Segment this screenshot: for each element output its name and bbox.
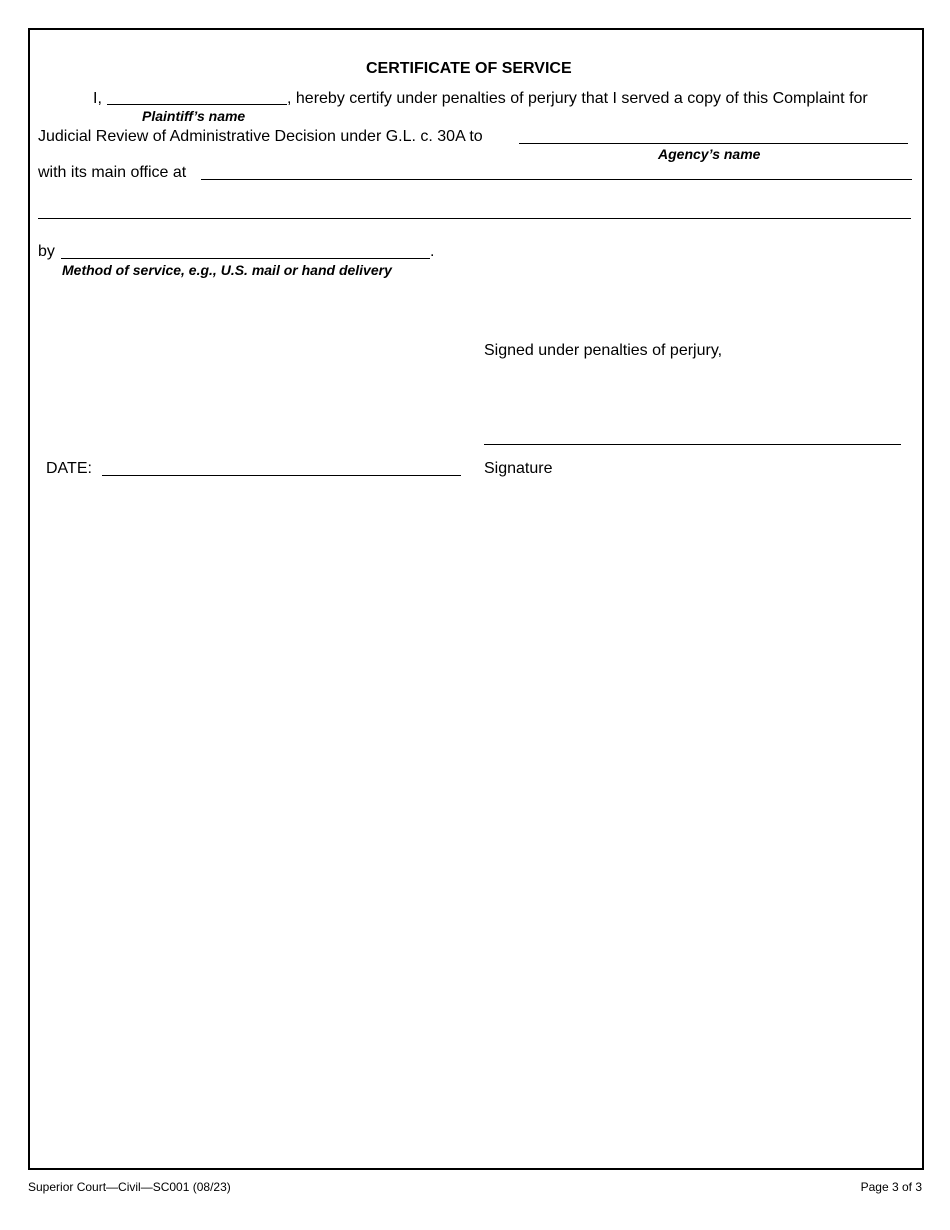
signature-label: Signature — [484, 460, 553, 477]
date-label: DATE: — [46, 460, 92, 477]
line1-text: , hereby certify under penalties of perjury that I served a copy of this Complaint for — [287, 90, 868, 107]
line1-prefix: I, — [93, 90, 102, 107]
main-office-address-field-2[interactable] — [38, 218, 911, 219]
page-border — [28, 28, 924, 1170]
line5-prefix: by — [38, 243, 55, 260]
signed-statement: Signed under penalties of perjury, — [484, 342, 723, 359]
method-of-service-caption: Method of service, e.g., U.S. mail or hand delivery — [62, 262, 392, 278]
plaintiff-name-caption: Plaintiff’s name — [142, 108, 246, 124]
date-field[interactable] — [102, 475, 461, 476]
plaintiff-name-field[interactable] — [107, 104, 287, 105]
footer-page-number: Page 3 of 3 — [860, 1180, 922, 1194]
main-office-address-field[interactable] — [201, 179, 912, 180]
method-of-service-field[interactable] — [61, 258, 430, 259]
line3-text: with its main office at — [38, 164, 187, 181]
line5-suffix: . — [430, 243, 435, 260]
document-title: CERTIFICATE OF SERVICE — [366, 60, 572, 77]
agency-name-caption: Agency’s name — [658, 146, 761, 162]
footer-form-id: Superior Court—Civil—SC001 (08/23) — [28, 1180, 231, 1194]
agency-name-field[interactable] — [519, 143, 908, 144]
signature-field[interactable] — [484, 444, 901, 445]
line2-text: Judicial Review of Administrative Decision under G.L. c. 30A to — [38, 128, 483, 145]
